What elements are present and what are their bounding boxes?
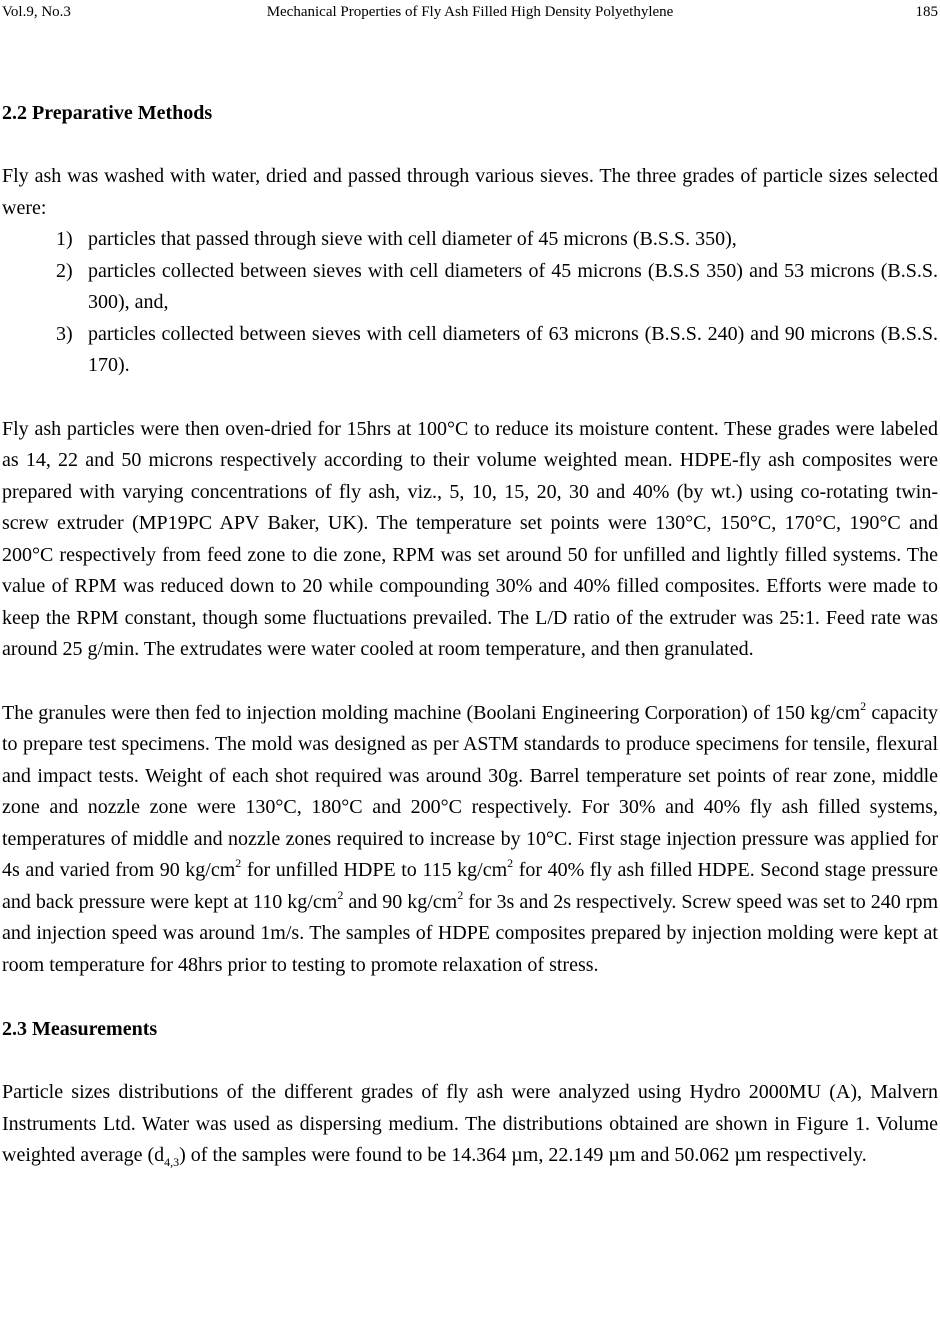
running-header <box>2 0 938 24</box>
paragraph-intro: Fly ash was washed with water, dried and passed through various sieves. The three grades of particle sizes selected were: <box>2 165 938 219</box>
paragraph-injection-molding: The granules were then fed to injection molding machine (Boolani Engineering Corporation) of 150 $kg/cm^2$ capacity to prepare test specimens. The mold was designed as per ASTM standards to produce specimens for tensile, flexural and impact tests. Weight of each shot required was around 30g. Barrel temperature set points of rear zone, middle zone and nozzle zone were 130°C, 180°C and 200°C respectively. For 30% and 40% fly ash filled systems, temperatures of middle and nozzle zones required to increase by 10°C. First stage injection pressure was applied for 4s and varied from 90 $kg/cm^2$ for unfilled HDPE to 115 $kg/cm^2$ for 40% fly ash filled HDPE. Second stage pressure and back pressure were kept at 110 $kg/cm^2$ and 90 $kg/cm^2$ for 3s and 2s respectively. Screw speed was set to 240 rpm and injection speed was around 1m/s. The samples of HDPE composites prepared by injection molding were kept at room temperature for 48hrs prior to testing to promote relaxation of stress. <box>2 698 939 976</box>
body-text <box>2 97 938 1172</box>
page-number: 185 <box>915 4 938 20</box>
journal-volume: Vol.9, No.3 <box>2 4 71 20</box>
list-text: particles collected between sieves with cell diameters of 45 microns (B.S.S 350) and 53 microns (B.S.S. 300), and, <box>88 259 938 313</box>
section-heading-measurements: 2.3 Measurements <box>2 1018 158 1040</box>
section-heading-preparative-methods: 2.2 Preparative Methods <box>2 102 213 124</box>
list-item <box>2 224 938 256</box>
running-title: Mechanical Properties of Fly Ash Filled High Density Polyethylene <box>266 4 674 20</box>
particle-grade-list <box>2 224 938 382</box>
list-number: 2) <box>56 259 73 282</box>
paragraph-measurements: Particle sizes distributions of the different grades of fly ash were analyzed using Hydro 2000MU (A), Malvern Instruments Ltd. Water was used as dispersing medium. The distributions obtained are shown in Figure 1. Volume weighted average $(d_{4,3})$ of the samples were found to be 14.364 µm, 22.149 µm and 50.062 µm respectively. <box>2 1081 938 1169</box>
list-text: particles that passed through sieve with cell diameter of 45 microns (B.S.S. 350), <box>88 228 737 250</box>
list-item <box>2 256 938 319</box>
list-item <box>2 319 938 382</box>
list-number: 3) <box>56 322 73 345</box>
list-text: particles collected between sieves with cell diameters of 63 microns (B.S.S. 240) and 90 microns (B.S.S. 170). <box>88 322 938 376</box>
paragraph-extrusion: Fly ash particles were then oven-dried for 15hrs at 100°C to reduce its moisture content. These grades were labeled as 14, 22 and 50 microns respectively according to their volume weighted mean. HDPE-fly ash composites were prepared with varying concentrations of fly ash, viz., 5, 10, 15, 20, 30 and 40% (by wt.) using co-rotating twin-screw extruder (MP19PC APV Baker, UK). The temperature set points were 130°C, 150°C, 170°C, 190°C and 200°C respectively from feed zone to die zone, RPM was set around 50 for unfilled and lightly filled systems. The value of RPM was reduced down to 20 while compounding 30% and 40% filled composites. Efforts were made to keep the RPM constant, though some fluctuations prevailed. The L/D ratio of the extruder was 25:1. Feed rate was around 25 g/min. The extrudates were water cooled at room temperature, and then granulated. <box>2 417 938 660</box>
list-number: 1) <box>56 228 73 250</box>
